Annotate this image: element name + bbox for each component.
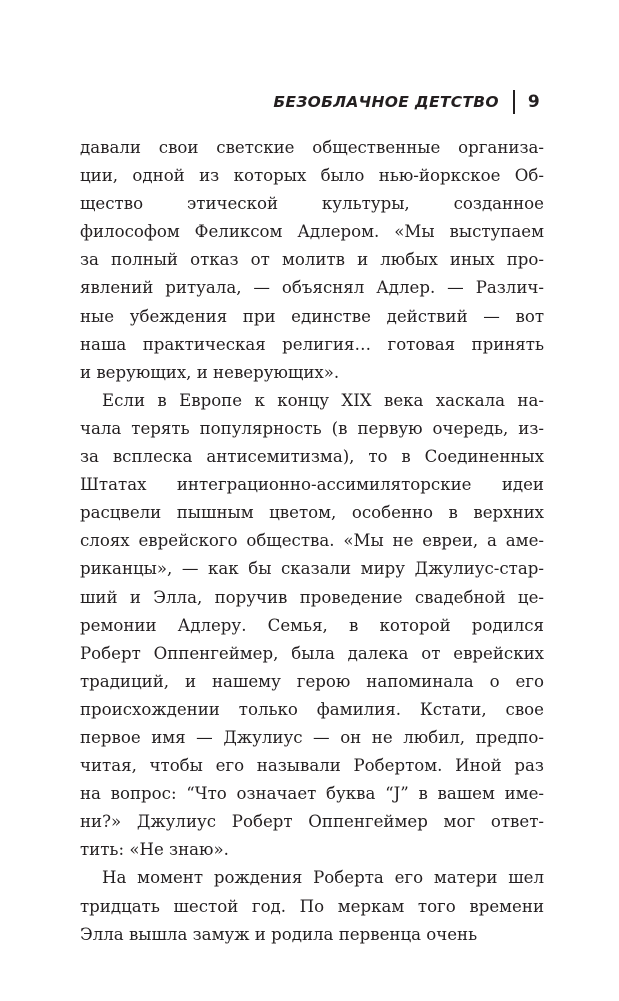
text-line: за полный отказ от молитв и любых иных про- [80, 250, 544, 270]
text-line: явлений ритуала, — объяснял Адлер. — Различ- [80, 278, 544, 298]
text-line: ший и Элла, поручив проведение свадебной це- [80, 587, 544, 607]
paragraph [80, 134, 544, 387]
text-line: тридцать шестой год. По меркам того времени [80, 896, 544, 916]
text-line: чала терять популярность (в первую очередь, из- [80, 418, 544, 438]
text-line: риканцы», — как бы сказали миру Джулиус-стар- [80, 559, 544, 579]
text-line: тить: «Не знаю». [80, 840, 229, 860]
text-line: и верующих, и неверующих». [80, 362, 340, 382]
page-number: 9 [527, 92, 540, 112]
text-line: ни?» Джулиус Роберт Оппенгеймер мог ответ- [80, 812, 544, 832]
body-text [80, 134, 544, 949]
text-line: ные убеждения при единстве действий — вот [80, 306, 544, 326]
text-line: Если в Европе к концу XIX века хаскала на- [102, 390, 544, 410]
text-line: щество этической культуры, созданное [80, 194, 544, 214]
text-line: Роберт Оппенгеймер, была далека от еврейских [80, 643, 544, 663]
text-line: первое имя — Джулиус — он не любил, предпо- [80, 727, 544, 747]
text-line: На момент рождения Роберта его матери шел [102, 868, 544, 888]
running-head-title: БЕЗОБЛАЧНОЕ ДЕТСТВО [273, 93, 499, 111]
text-line: происхождении только фамилия. Кстати, свое [80, 699, 544, 719]
text-line: давали свои светские общественные организа- [80, 138, 544, 157]
paragraph [80, 864, 544, 948]
text-line: Штатах интеграционно-ассимиляторские идеи [80, 475, 544, 495]
text-line: за всплеска антисемитизма), то в Соединенных [80, 447, 544, 467]
text-line: наша практическая религия… готовая принять [80, 334, 544, 354]
text-line: ции, одной из которых было нью-йоркское Об- [80, 166, 544, 186]
text-line: философом Феликсом Адлером. «Мы выступаем [80, 222, 544, 242]
running-head [273, 90, 540, 114]
text-line: на вопрос: “Что означает буква “J” в вашем име- [80, 784, 544, 804]
text-line: слоях еврейского общества. «Мы не евреи, а аме- [80, 531, 544, 551]
text-line: Элла вышла замуж и родила первенца очень [80, 924, 478, 944]
text-line: читая, чтобы его называли Робертом. Иной раз [80, 756, 544, 776]
text-line: расцвели пышным цветом, особенно в верхних [80, 503, 544, 523]
paragraph [80, 387, 544, 865]
text-line: ремонии Адлеру. Семья, в которой родился [80, 615, 544, 635]
running-head-divider [513, 90, 515, 114]
text-line: традиций, и нашему герою напоминала о его [80, 671, 544, 691]
